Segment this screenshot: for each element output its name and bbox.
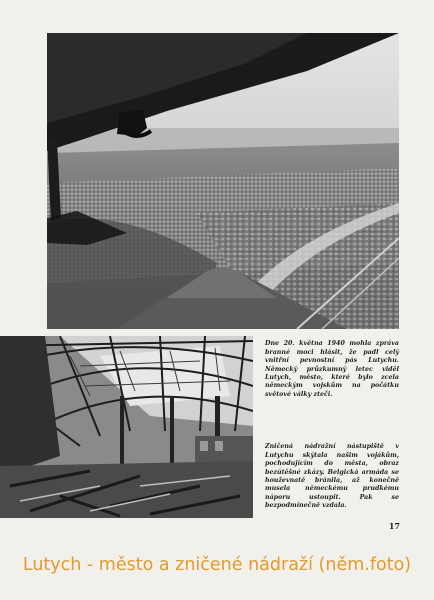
- caption-station-photo: Zničená nádražní nástupiště v Lutychu skýtala našim vojákům, pochodujícím do města, obraz bezútěšné zkázy. Belgická armáda se houževnatě bránila, až konečně musela německému prudkému náporu ustoupit. Pak se bezpodmínečně vzdala.: [265, 443, 399, 510]
- overlay-banner: Lutych - město a zničené nádraží (něm.foto): [22, 555, 412, 575]
- destroyed-station-photo: [0, 336, 253, 518]
- caption-aerial-photo: Dne 20. května 1940 mohla zpráva branné moci hlásit, že padl celý vnitřní pevnostní pás Lutychu. Německý průzkumný letec viděl Lutych, město, které bylo zcela německým vojskům na počátku světové války zteči.: [265, 340, 399, 398]
- page-number: 17: [388, 521, 400, 531]
- destroyed-station-photo-drawing: [0, 336, 253, 518]
- aerial-city-photo-drawing: [47, 33, 399, 329]
- aerial-city-photo: [47, 33, 399, 329]
